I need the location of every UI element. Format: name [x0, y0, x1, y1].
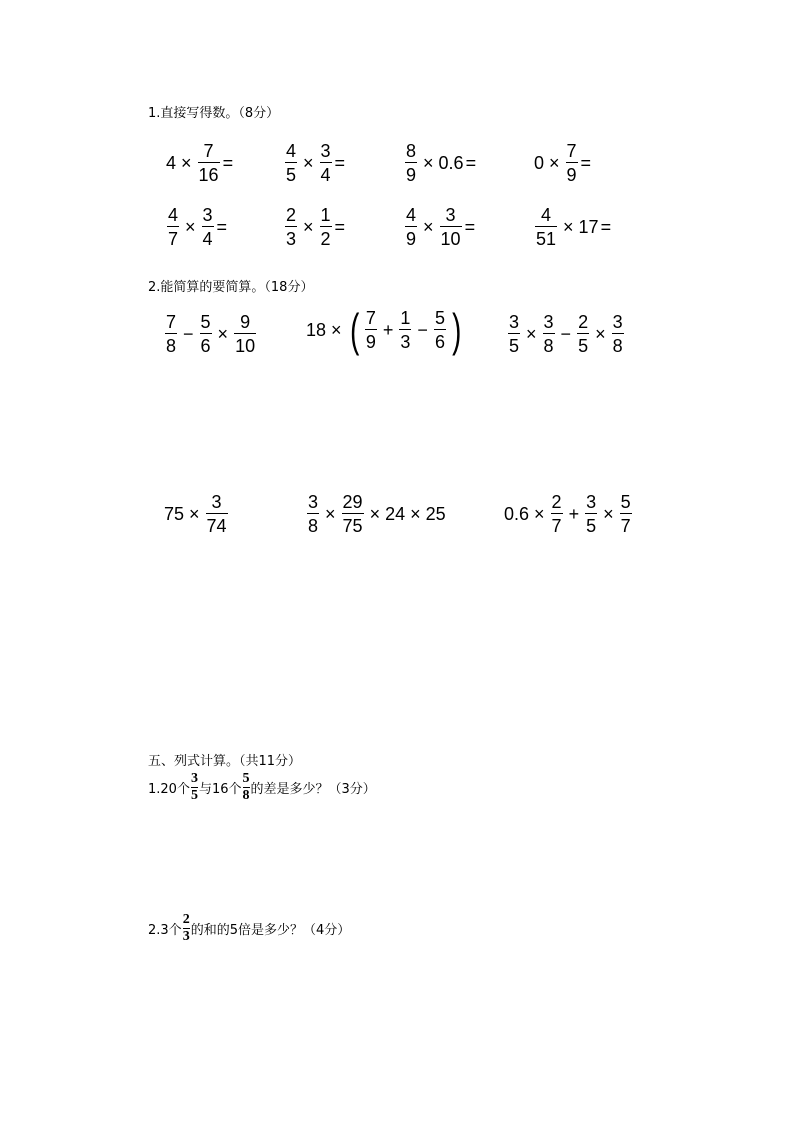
numerator: 3 — [211, 492, 222, 512]
equals-sign: = — [600, 217, 612, 237]
section5-heading: 五、列式计算。（共11分） — [148, 754, 302, 769]
fraction — [585, 493, 597, 535]
numerator: 4 — [168, 205, 179, 225]
denominator: 16 — [198, 162, 220, 184]
numerator: 1 — [400, 308, 411, 328]
denominator: 9 — [566, 162, 578, 184]
fraction — [405, 206, 417, 248]
fraction — [535, 206, 557, 248]
oral-calc-3 — [403, 142, 477, 184]
right-paren: ) — [452, 304, 462, 356]
equals-sign: = — [216, 217, 228, 237]
equals-sign: = — [464, 217, 476, 237]
operator: × — [423, 153, 434, 173]
operator: × — [423, 217, 434, 237]
denominator: 9 — [405, 226, 417, 248]
question-text: 的和的5倍是多少？（4分） — [190, 923, 351, 938]
fraction — [399, 309, 411, 351]
fraction — [167, 206, 179, 248]
numerator: 4 — [286, 141, 297, 161]
denominator: 5 — [585, 513, 597, 535]
operator: × — [549, 153, 560, 173]
numerator: 2 — [182, 912, 190, 927]
fraction — [566, 142, 578, 184]
fraction — [342, 493, 364, 535]
fraction — [198, 142, 220, 184]
operand: 0.6 — [438, 153, 464, 173]
fraction — [434, 309, 446, 351]
denominator: 8 — [307, 513, 319, 535]
numerator: 3 — [445, 205, 456, 225]
operand: 0 — [534, 153, 545, 173]
operand: 0.6 — [504, 504, 530, 524]
equals-sign: = — [334, 217, 346, 237]
operand: 24 — [385, 504, 406, 524]
simplify-problem-4 — [163, 493, 230, 535]
denominator: 3 — [399, 329, 411, 351]
numerator: 1 — [320, 205, 331, 225]
operator: × — [369, 504, 381, 524]
fraction — [365, 309, 377, 351]
numerator: 5 — [200, 312, 211, 332]
equals-sign: = — [222, 153, 234, 173]
fraction — [440, 206, 462, 248]
fraction — [285, 142, 297, 184]
operator: × — [595, 324, 606, 344]
numerator: 5 — [620, 492, 631, 512]
denominator: 51 — [535, 226, 557, 248]
section2-heading: 2.能简算的要简算。（18分） — [148, 280, 314, 295]
operator: × — [325, 504, 336, 524]
oral-calc-7 — [403, 206, 476, 248]
fraction — [307, 493, 319, 535]
operator: × — [303, 153, 314, 173]
numerator: 2 — [551, 492, 562, 512]
denominator: 9 — [365, 329, 377, 351]
denominator: 3 — [182, 929, 190, 944]
fraction — [320, 142, 332, 184]
equals-sign: = — [580, 153, 592, 173]
operator: × — [185, 217, 196, 237]
numerator: 4 — [406, 205, 417, 225]
fraction — [234, 313, 256, 355]
operator: × — [189, 504, 200, 524]
simplify-problem-3 — [506, 313, 626, 355]
left-paren: ( — [349, 304, 359, 356]
numerator: 2 — [578, 312, 589, 332]
numerator: 3 — [586, 492, 597, 512]
operator: × — [526, 324, 537, 344]
simplify-problem-6 — [503, 493, 634, 535]
numerator: 5 — [242, 771, 250, 786]
denominator: 8 — [165, 333, 177, 355]
oral-calc-8 — [533, 206, 612, 248]
oral-calc-1 — [165, 142, 234, 184]
fraction — [200, 313, 212, 355]
question-text: 1.20个 — [148, 782, 190, 797]
denominator: 2 — [320, 226, 332, 248]
denominator: 4 — [202, 226, 214, 248]
word-problem-1 — [148, 772, 376, 803]
denominator: 7 — [167, 226, 179, 248]
fraction — [165, 313, 177, 355]
denominator: 9 — [405, 162, 417, 184]
numerator: 29 — [342, 492, 363, 512]
denominator: 5 — [190, 788, 198, 803]
operator: × — [181, 153, 192, 173]
operator: × — [603, 504, 614, 524]
simplify-problem-2 — [305, 304, 465, 356]
operator: + — [382, 320, 394, 340]
operand: 18 — [306, 320, 327, 340]
fraction — [612, 313, 624, 355]
fraction — [285, 206, 297, 248]
question-text: 的差是多少？（3分） — [250, 782, 376, 797]
simplify-problem-1 — [163, 313, 258, 355]
fraction — [508, 313, 520, 355]
fraction — [206, 493, 228, 535]
numerator: 3 — [320, 141, 331, 161]
denominator: 8 — [543, 333, 555, 355]
word-problem-2 — [148, 913, 350, 944]
denominator: 10 — [440, 226, 462, 248]
fraction — [405, 142, 417, 184]
oral-calc-6 — [283, 206, 346, 248]
operator: − — [183, 324, 194, 344]
fraction — [191, 772, 198, 803]
denominator: 6 — [434, 329, 446, 351]
numerator: 7 — [166, 312, 177, 332]
denominator: 74 — [206, 513, 228, 535]
denominator: 75 — [342, 513, 364, 535]
fraction — [577, 313, 589, 355]
operator: × — [303, 217, 314, 237]
numerator: 3 — [612, 312, 623, 332]
denominator: 5 — [508, 333, 520, 355]
numerator: 8 — [406, 141, 417, 161]
fraction — [320, 206, 332, 248]
operator: × — [331, 320, 342, 340]
section1-heading: 1.直接写得数。（8分） — [148, 106, 280, 121]
fraction — [620, 493, 632, 535]
question-text: 与16个 — [198, 782, 242, 797]
numerator: 4 — [541, 205, 552, 225]
oral-calc-4 — [533, 142, 592, 184]
simplify-problem-5 — [305, 493, 447, 535]
denominator: 10 — [234, 333, 256, 355]
operator: × — [410, 504, 421, 524]
denominator: 7 — [551, 513, 563, 535]
denominator: 5 — [577, 333, 589, 355]
numerator: 2 — [286, 205, 297, 225]
operator: + — [568, 504, 580, 524]
denominator: 5 — [285, 162, 297, 184]
numerator: 3 — [543, 312, 554, 332]
denominator: 6 — [200, 333, 212, 355]
fraction — [202, 206, 214, 248]
denominator: 3 — [285, 226, 297, 248]
equals-sign: = — [334, 153, 346, 173]
denominator: 8 — [242, 788, 250, 803]
operator: − — [560, 324, 572, 344]
numerator: 9 — [240, 312, 251, 332]
oral-calc-2 — [283, 142, 346, 184]
numerator: 7 — [566, 141, 577, 161]
fraction — [183, 913, 190, 944]
numerator: 3 — [202, 205, 213, 225]
numerator: 3 — [509, 312, 520, 332]
fraction — [551, 493, 563, 535]
equals-sign: = — [465, 153, 477, 173]
operand: 25 — [425, 504, 446, 524]
operand: 75 — [164, 504, 185, 524]
denominator: 7 — [620, 513, 632, 535]
numerator: 7 — [203, 141, 214, 161]
oral-calc-5 — [165, 206, 228, 248]
operand: 17 — [578, 217, 599, 237]
question-text: 2.3个 — [148, 923, 182, 938]
denominator: 4 — [320, 162, 332, 184]
operand: 4 — [166, 153, 177, 173]
operator: × — [563, 217, 574, 237]
operator: − — [417, 320, 428, 340]
numerator: 7 — [365, 308, 376, 328]
fraction — [543, 313, 555, 355]
numerator: 5 — [434, 308, 445, 328]
fraction — [243, 772, 250, 803]
operator: × — [534, 504, 545, 524]
numerator: 3 — [190, 771, 198, 786]
denominator: 8 — [612, 333, 624, 355]
numerator: 3 — [308, 492, 319, 512]
operator: × — [217, 324, 229, 344]
